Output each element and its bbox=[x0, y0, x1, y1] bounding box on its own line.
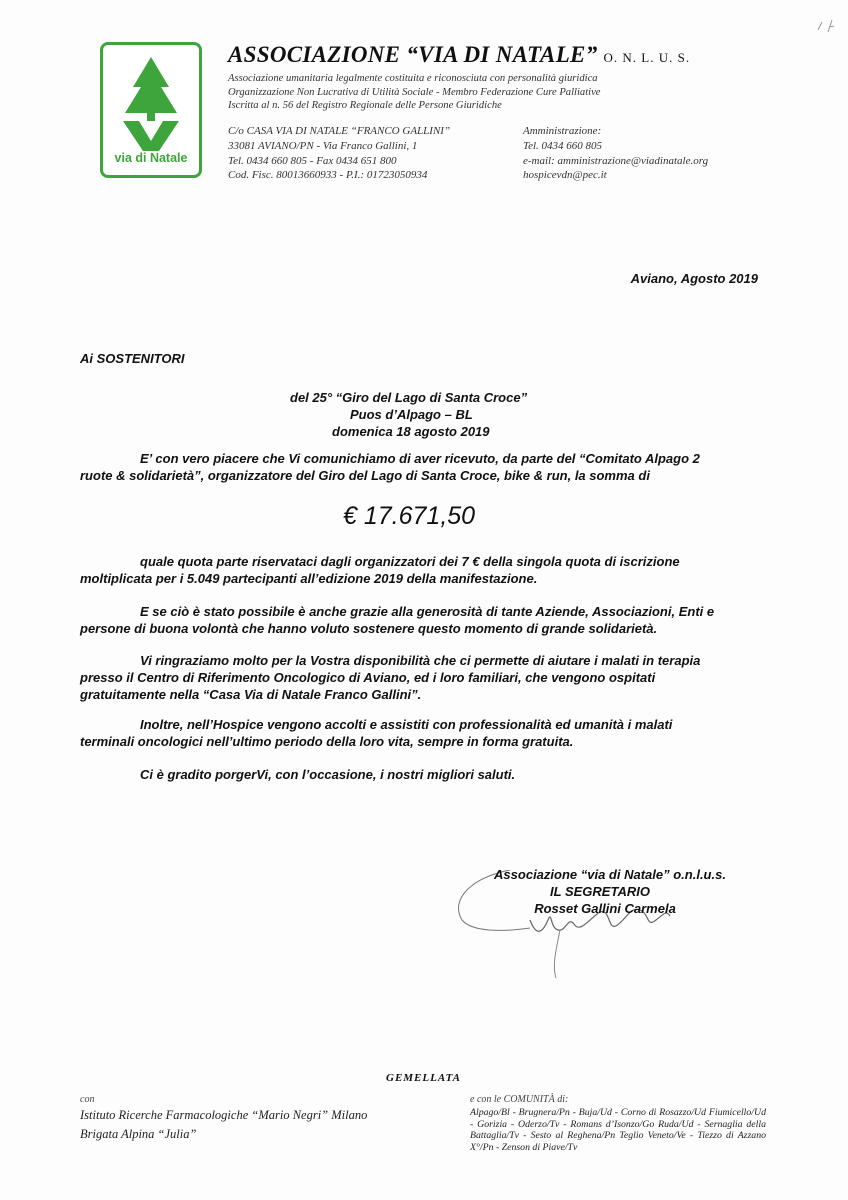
admin-email: e-mail: amministrazione@viadinatale.org bbox=[523, 154, 709, 167]
signature-block bbox=[482, 866, 738, 917]
address-block bbox=[228, 124, 450, 183]
logo-caption: via di Natale bbox=[114, 151, 188, 165]
comunita-list: Alpago/Bl - Brugnera/Pn - Buja/Ud - Corno di Rosazzo/Ud Fiumicello/Ud - Gorizia - Oderzo/Tv - Romans d’Isonzo/Go Ruda/Ud - Sernaglia della Battaglia/Tv - Sesto al Reghena/Pn Teglio Veneto/Ve - Tiezzo di Azzano X°/Pn - Zenson di Piave/Tv bbox=[470, 1107, 766, 1153]
org-description-line: Iscritta al n. 56 del Registro Regionale delle Persone Giuridiche bbox=[228, 100, 502, 111]
paragraph-line: terminali oncologici nell’ultimo periodo della loro vita, sempre in forma gratuita. bbox=[80, 734, 574, 749]
paragraph-line: persone di buona volontà che hanno voluto sostenere questo momento di grande solidarietà. bbox=[80, 621, 658, 636]
signature-role: IL SEGRETARIO bbox=[550, 884, 650, 899]
org-description-line: Organizzazione Non Lucrativa di Utilità Sociale - Membro Federazione Cure Palliative bbox=[228, 86, 601, 98]
paragraph-line: E’ con vero piacere che Vi comunichiamo di aver ricevuto, da parte del “Comitato Alpago 2 bbox=[140, 451, 700, 466]
address-line: C/o CASA VIA DI NATALE “FRANCO GALLINI” bbox=[228, 125, 451, 137]
recipient: Ai SOSTENITORI bbox=[80, 351, 185, 366]
admin-block bbox=[523, 124, 708, 183]
pen-mark-icon bbox=[816, 18, 838, 34]
twinned-item: Istituto Ricerche Farmacologiche “Mario Negri” Milano bbox=[80, 1108, 368, 1122]
org-name: ASSOCIAZIONE “VIA DI NATALE” bbox=[228, 42, 598, 67]
event-block bbox=[290, 389, 527, 440]
event-line: del 25° “Giro del Lago di Santa Croce” bbox=[290, 390, 528, 405]
signature-org: Associazione “via di Natale” o.n.l.u.s. bbox=[494, 867, 726, 882]
letter-date: Aviano, Agosto 2019 bbox=[630, 271, 758, 286]
logo bbox=[100, 42, 202, 178]
paragraph-line: presso il Centro di Riferimento Oncologico di Aviano, ed i loro familiari, che vengono ospitati bbox=[80, 670, 656, 685]
amount: € 17.671,50 bbox=[343, 502, 476, 530]
paragraph-3 bbox=[80, 603, 758, 637]
paragraph-line: ruote & solidarietà”, organizzatore del Giro del Lago di Santa Croce, bike & run, la somma di bbox=[80, 468, 650, 483]
event-line: Puos d’Alpago – BL bbox=[350, 407, 473, 422]
paragraph-4 bbox=[80, 652, 758, 703]
paragraph-2 bbox=[80, 553, 758, 587]
event-line: domenica 18 agosto 2019 bbox=[332, 424, 490, 439]
org-title bbox=[228, 42, 690, 68]
admin-pec: hospicevdn@pec.it bbox=[523, 169, 607, 182]
paragraph-1 bbox=[80, 450, 758, 484]
paragraph-5 bbox=[80, 716, 758, 750]
tree-v-logo-icon bbox=[103, 51, 199, 151]
address-line: Tel. 0434 660 805 - Fax 0434 651 800 bbox=[228, 154, 397, 167]
address-line: Cod. Fisc. 80013660933 - P.I.: 01723050934 bbox=[228, 169, 428, 182]
comunita-label: e con le COMUNITÀ di: bbox=[470, 1094, 569, 1105]
paragraph-line: gratuitamente nella “Casa Via di Natale Franco Gallini”. bbox=[80, 687, 422, 702]
paragraph-line: E se ciò è stato possibile è anche grazie alla generosità di tante Aziende, Associazioni, Enti e bbox=[140, 604, 715, 619]
gemellata-heading: GEMELLATA bbox=[386, 1072, 462, 1084]
org-description-line: Associazione umanitaria legalmente costituita e riconosciuta con personalità giuridica bbox=[228, 73, 598, 84]
paragraph-line: quale quota parte riservataci dagli organizzatori dei 7 € della singola quota di iscrizione bbox=[140, 554, 680, 569]
org-suffix: O. N. L. U. S. bbox=[603, 50, 691, 65]
admin-line: Amministrazione: bbox=[523, 125, 602, 137]
twinned-item: Brigata Alpina “Julia” bbox=[80, 1127, 197, 1141]
paragraph-line: Vi ringraziamo molto per la Vostra disponibilità che ci permette di aiutare i malati in terapia bbox=[140, 653, 701, 668]
twinned-institutions bbox=[80, 1106, 367, 1144]
closing: Ci è gradito porgerVi, con l’occasione, i nostri migliori saluti. bbox=[140, 767, 516, 782]
admin-line: Tel. 0434 660 805 bbox=[523, 139, 603, 152]
paragraph-line: moltiplicata per i 5.049 partecipanti all’edizione 2019 della manifestazione. bbox=[80, 571, 538, 586]
paragraph-line: Inoltre, nell’Hospice vengono accolti e assistiti con professionalità ed umanità i malati bbox=[140, 717, 673, 732]
org-description bbox=[228, 72, 601, 113]
address-line: 33081 AVIANO/PN - Via Franco Gallini, 1 bbox=[228, 139, 418, 152]
signature-name: Rosset Gallini Carmela bbox=[534, 901, 676, 916]
con-label: con bbox=[80, 1094, 95, 1105]
